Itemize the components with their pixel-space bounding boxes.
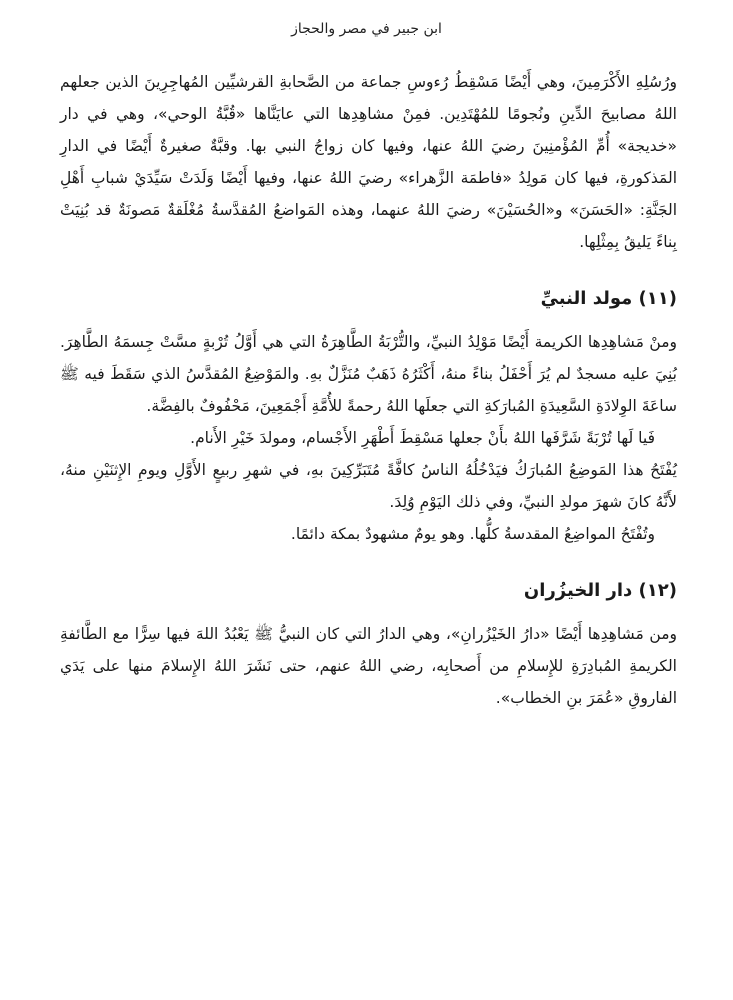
section-heading-khayzuran: (١٢) دار الخيزُران (523, 580, 677, 601)
section-12-paragraph-1: ومن مَشاهِدِها أَيْضًا «دارُ الخَيْزُرانِ»، وهي الدارُ التي كان النبيُّ ﷺ يَعْبُدُ اللهَ فيها سِرًّا مع الطَّائفةِ الكريمةِ المُبادِرَةِ للإِسلامِ من أَصحابِه، رضي اللهُ عنهم، حتى نَشَرَ اللهُ الإِسلامَ منها على يَدَي الفاروقِ «عُمَرَ بنِ الخطاب». (60, 625, 677, 707)
running-header: ابن جبير في مصر والحجاز (291, 21, 442, 37)
section-11-paragraph-4: وتُفْتَحُ المواضِعُ المقدسةُ كلُّها. وهو يومٌ مشهودٌ بمكة دائمًا. (290, 525, 655, 543)
intro-paragraph: ورُسُلِهِ الأَكْرَمِينَ، وهي أَيْضًا مَسْقِطُ رُءوسِ جماعة من الصَّحابةِ القرشيِّين المُهاجِرِينَ الذين جعلهم اللهُ مصابيحَ الدِّينِ ونُجومًا للمُهْتَدِين. فمِنْ مشاهِدِها التي عايَنَّاها «قُبَّةُ الوحي»، وهي في دار «خديجة» أُمِّ المُؤْمنِينَ رضيَ اللهُ عنها، وفيها كان زواجُ النبي بها. وقبَّةٌ صغيرةٌ أَيْضًا في الدارِ المَذكورةِ، فيها كان مَولِدُ «فاطمَة الزَّهراء» رضيَ اللهُ عنها، وفيها أَيْضًا وَلَدَتْ سَيِّدَيْ شبابِ أَهْلِ الجَنَّةِ: «الحَسَنَ» و«الحُسَيْنَ» رضيَ اللهُ عنهما، وهذه المَواضعُ المُقدَّسةُ مُغْلَقةٌ مَصونَةٌ قد بُنِيَتْ بِناءً يَليقُ بِمِثْلِها. (60, 73, 677, 251)
page-body (60, 66, 677, 714)
section-11-paragraph-2: فَيا لَها تُرْبَةً شَرَّفَها اللهُ بأَنْ جعلها مَسْقِطَ أَطْهَرِ الأَجْسام، ومولدَ خَيْرِ الأَنام. (190, 429, 655, 447)
section-heading-mawlid: (١١) مولد النبيِّ (540, 288, 677, 309)
section-11-paragraph-1: ومنْ مَشاهِدِها الكريمة أَيْضًا مَوْلِدُ النبيِّ، والتُّرْبَةُ الطَّاهِرَةُ التي هي أَوَّلُ تُرْبةٍ مسَّتْ جِسمَهُ الطَّاهِرَ. بُنِيَ عليه مسجدٌ لم يُرَ أَحْفَلُ بناءً منهُ، أَكْثَرُهُ ذَهَبٌ مُنَزَّلٌ بهِ. والمَوْضِعُ المُقدَّسُ الذي سَقَطَ فيه ﷺ ساعَةَ الوِلادَةِ السَّعِيدَةِ المُبارَكةِ التي جعلَها اللهُ رحمةً للأُمَّةِ أَجْمَعِينَ، مَحْفُوفٌ بالفِضَّة. (60, 333, 677, 415)
section-11-paragraph-3: يُفْتَحُ هذا المَوضِعُ المُبارَكُ فيَدْخُلُهُ الناسُ كافَّةً مُتَبَرِّكِينَ بهِ، في شهرِ ربيعٍ الأَوَّلِ ويومِ الإِثنَيْنِ منهُ، لأَنَّهُ كانَ شهرَ مولدِ النبيِّ، وفي ذلك اليَوْمِ وُلِدَ. (60, 461, 677, 511)
